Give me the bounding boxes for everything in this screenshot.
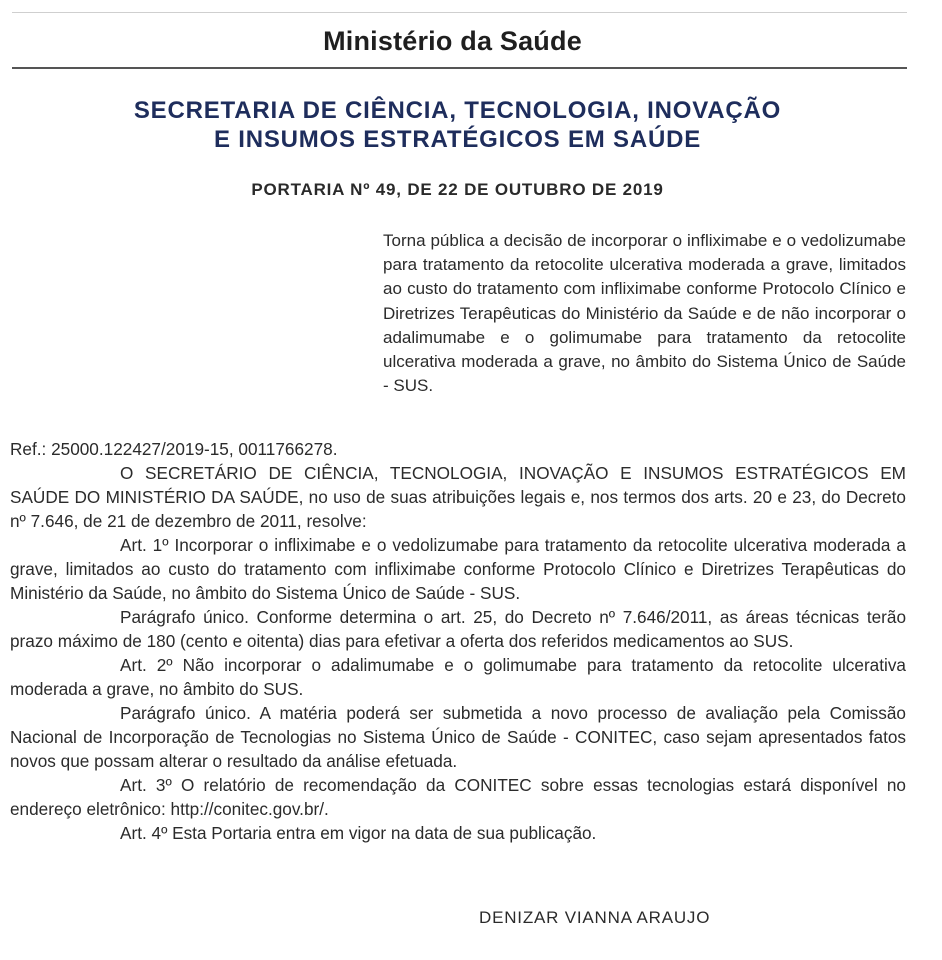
article-1-paragraph: Parágrafo único. Conforme determina o art. 25, do Decreto nº 7.646/2011, as áreas técnicas terão prazo máximo de 180 (cento e oitenta) dias para efetivar a oferta dos referidos medicamentos ao SUS. <box>10 607 906 651</box>
title-divider <box>12 67 907 69</box>
article-2: Art. 2º Não incorporar o adalimumabe e o golimumabe para tratamento da retocolite ulcerativa moderada a grave, no âmbito do SUS. <box>10 655 906 699</box>
portaria-ementa: Torna pública a decisão de incorporar o infliximabe e o vedolizumabe para tratamento da retocolite ulcerativa moderada a grave, limitados ao custo do tratamento com infliximabe conforme Protocolo Clínico e Diretrizes Terapêuticas do Ministério da Saúde e de não incorporar o adalimumabe e o golimumabe para tratamento da retocolite ulcerativa moderada a grave, no âmbito do Sistema Único de Saúde - SUS. <box>383 231 906 396</box>
ministry-title: Ministério da Saúde <box>323 26 582 56</box>
reference-line: Ref.: 25000.122427/2019-15, 0011766278. <box>10 439 338 459</box>
article-3: Art. 3º O relatório de recomendação da CONITEC sobre essas tecnologias estará disponível no endereço eletrônico: http://conitec.gov.br/. <box>10 775 906 819</box>
preamble-paragraph: O SECRETÁRIO DE CIÊNCIA, TECNOLOGIA, INOVAÇÃO E INSUMOS ESTRATÉGICOS EM SAÚDE DO MINISTÉRIO DA SAÚDE, no uso de suas atribuições legais e, nos termos dos arts. 20 e 23, do Decreto nº 7.646, de 21 de dezembro de 2011, resolve: <box>10 463 906 531</box>
portaria-title: PORTARIA Nº 49, DE 22 DE OUTUBRO DE 2019 <box>251 180 664 199</box>
top-divider <box>12 12 907 13</box>
article-2-paragraph: Parágrafo único. A matéria poderá ser submetida a novo processo de avaliação pela Comissão Nacional de Incorporação de Tecnologias no Sistema Único de Saúde - CONITEC, caso sejam apresentados fatos novos que possam alterar o resultado da análise efetuada. <box>10 703 906 771</box>
article-4: Art. 4º Esta Portaria entra em vigor na data de sua publicação. <box>120 823 597 843</box>
article-1: Art. 1º Incorporar o infliximabe e o vedolizumabe para tratamento da retocolite ulcerativa moderada a grave, limitados ao custo do tratamento com infliximabe conforme Protocolo Clínico e Diretrizes Terapêuticas do Ministério da Saúde, no âmbito do Sistema Único de Saúde - SUS. <box>10 535 906 603</box>
secretaria-line-1: SECRETARIA DE CIÊNCIA, TECNOLOGIA, INOVAÇÃO <box>133 97 782 124</box>
signature-name: DENIZAR VIANNA ARAUJO <box>479 908 711 927</box>
portaria-body <box>10 437 906 845</box>
secretaria-heading <box>0 96 915 154</box>
secretaria-line-2: E INSUMOS ESTRATÉGICOS EM SAÚDE <box>213 126 702 153</box>
